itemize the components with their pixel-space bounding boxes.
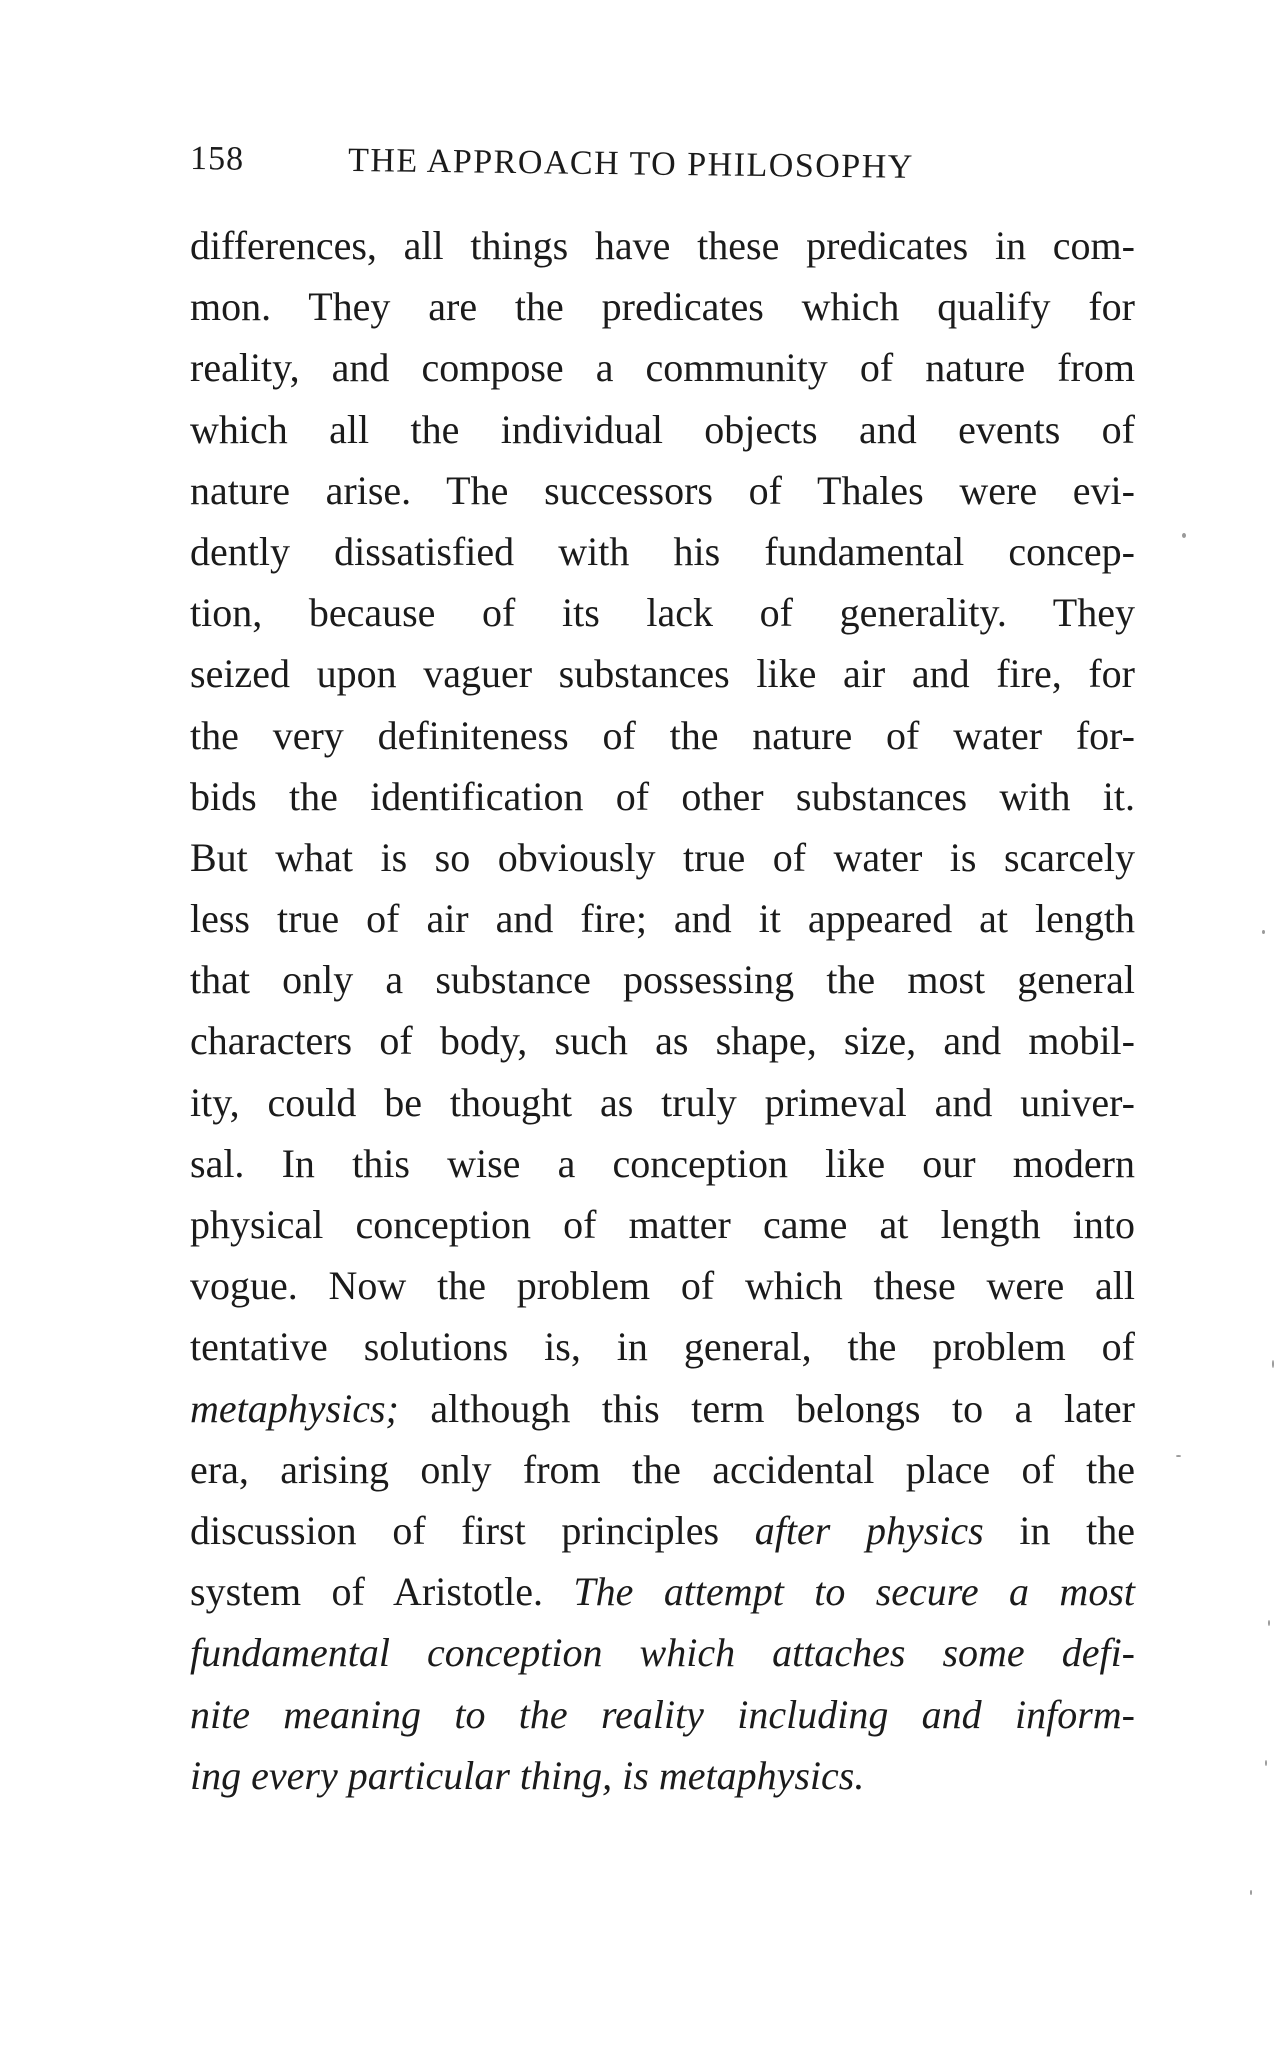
body-paragraph <box>190 215 1135 1806</box>
text-line: tion, because of its lack of generality. They <box>190 590 1135 636</box>
text-line: seized upon vaguer substances like air and fire, for <box>190 651 1135 697</box>
text-fragment: discussion of first principles <box>190 1507 755 1553</box>
text-line: era, arising only from the accidental place of the <box>190 1446 1135 1492</box>
text-line <box>190 1684 1135 1745</box>
text-line: physical conception of matter came at length into <box>190 1202 1135 1247</box>
text-line <box>190 1622 1135 1683</box>
text-line: tentative solutions is, in general, the problem of <box>190 1324 1135 1370</box>
italic-definition: The attempt to secure a most <box>573 1569 1135 1615</box>
scan-speck <box>1250 1890 1252 1895</box>
text-line: dently dissatisfied with his fundamental concep- <box>190 528 1135 574</box>
text-line <box>190 1561 1135 1622</box>
text-line: sal. In this wise a conception like our modern <box>190 1140 1135 1186</box>
text-line: But what is so obviously true of water is scarcely <box>190 834 1135 880</box>
text-line: which all the individual objects and events of <box>190 406 1135 452</box>
italic-term: metaphysics; <box>190 1385 399 1431</box>
text-line <box>190 1500 1135 1561</box>
text-fragment: although this term belongs to a later <box>398 1385 1135 1431</box>
text-line: that only a substance possessing the most general <box>190 957 1135 1003</box>
running-head <box>190 140 1011 200</box>
scan-speck <box>1265 1760 1267 1766</box>
italic-definition: fundamental conception which attaches some defi- <box>190 1630 1135 1676</box>
scan-speck <box>1272 1360 1274 1368</box>
page-number: 158 <box>189 140 245 178</box>
text-fragment: system of Aristotle. <box>190 1569 574 1615</box>
scan-speck <box>1176 1455 1181 1457</box>
running-title: THE APPROACH TO PHILOSOPHY <box>347 141 915 186</box>
scan-speck <box>1182 533 1186 538</box>
text-line: reality, and compose a community of nature from <box>190 345 1135 391</box>
text-line <box>190 1378 1135 1439</box>
italic-definition: nite meaning to the reality including and inform- <box>190 1691 1135 1737</box>
text-line: less true of air and fire; and it appeared at length <box>190 896 1135 942</box>
italic-term: after physics <box>754 1507 984 1553</box>
text-line <box>190 1745 1135 1806</box>
text-line: mon. They are the predicates which qualify for <box>190 284 1135 330</box>
italic-definition: ing every particular thing, is metaphysics. <box>190 1752 865 1798</box>
scan-speck <box>1268 1620 1270 1626</box>
text-line: nature arise. The successors of Thales were evi- <box>190 467 1135 513</box>
text-line: characters of body, such as shape, size, and mobil- <box>190 1018 1135 1064</box>
scan-speck <box>1262 930 1265 934</box>
text-line: differences, all things have these predicates in com- <box>190 223 1135 268</box>
text-line: ity, could be thought as truly primeval and univer- <box>190 1079 1135 1125</box>
text-line: the very definiteness of the nature of water for- <box>190 712 1135 758</box>
text-line: bids the identification of other substances with it. <box>190 773 1135 819</box>
text-fragment: in the <box>983 1507 1135 1553</box>
text-line: vogue. Now the problem of which these were all <box>190 1263 1135 1309</box>
